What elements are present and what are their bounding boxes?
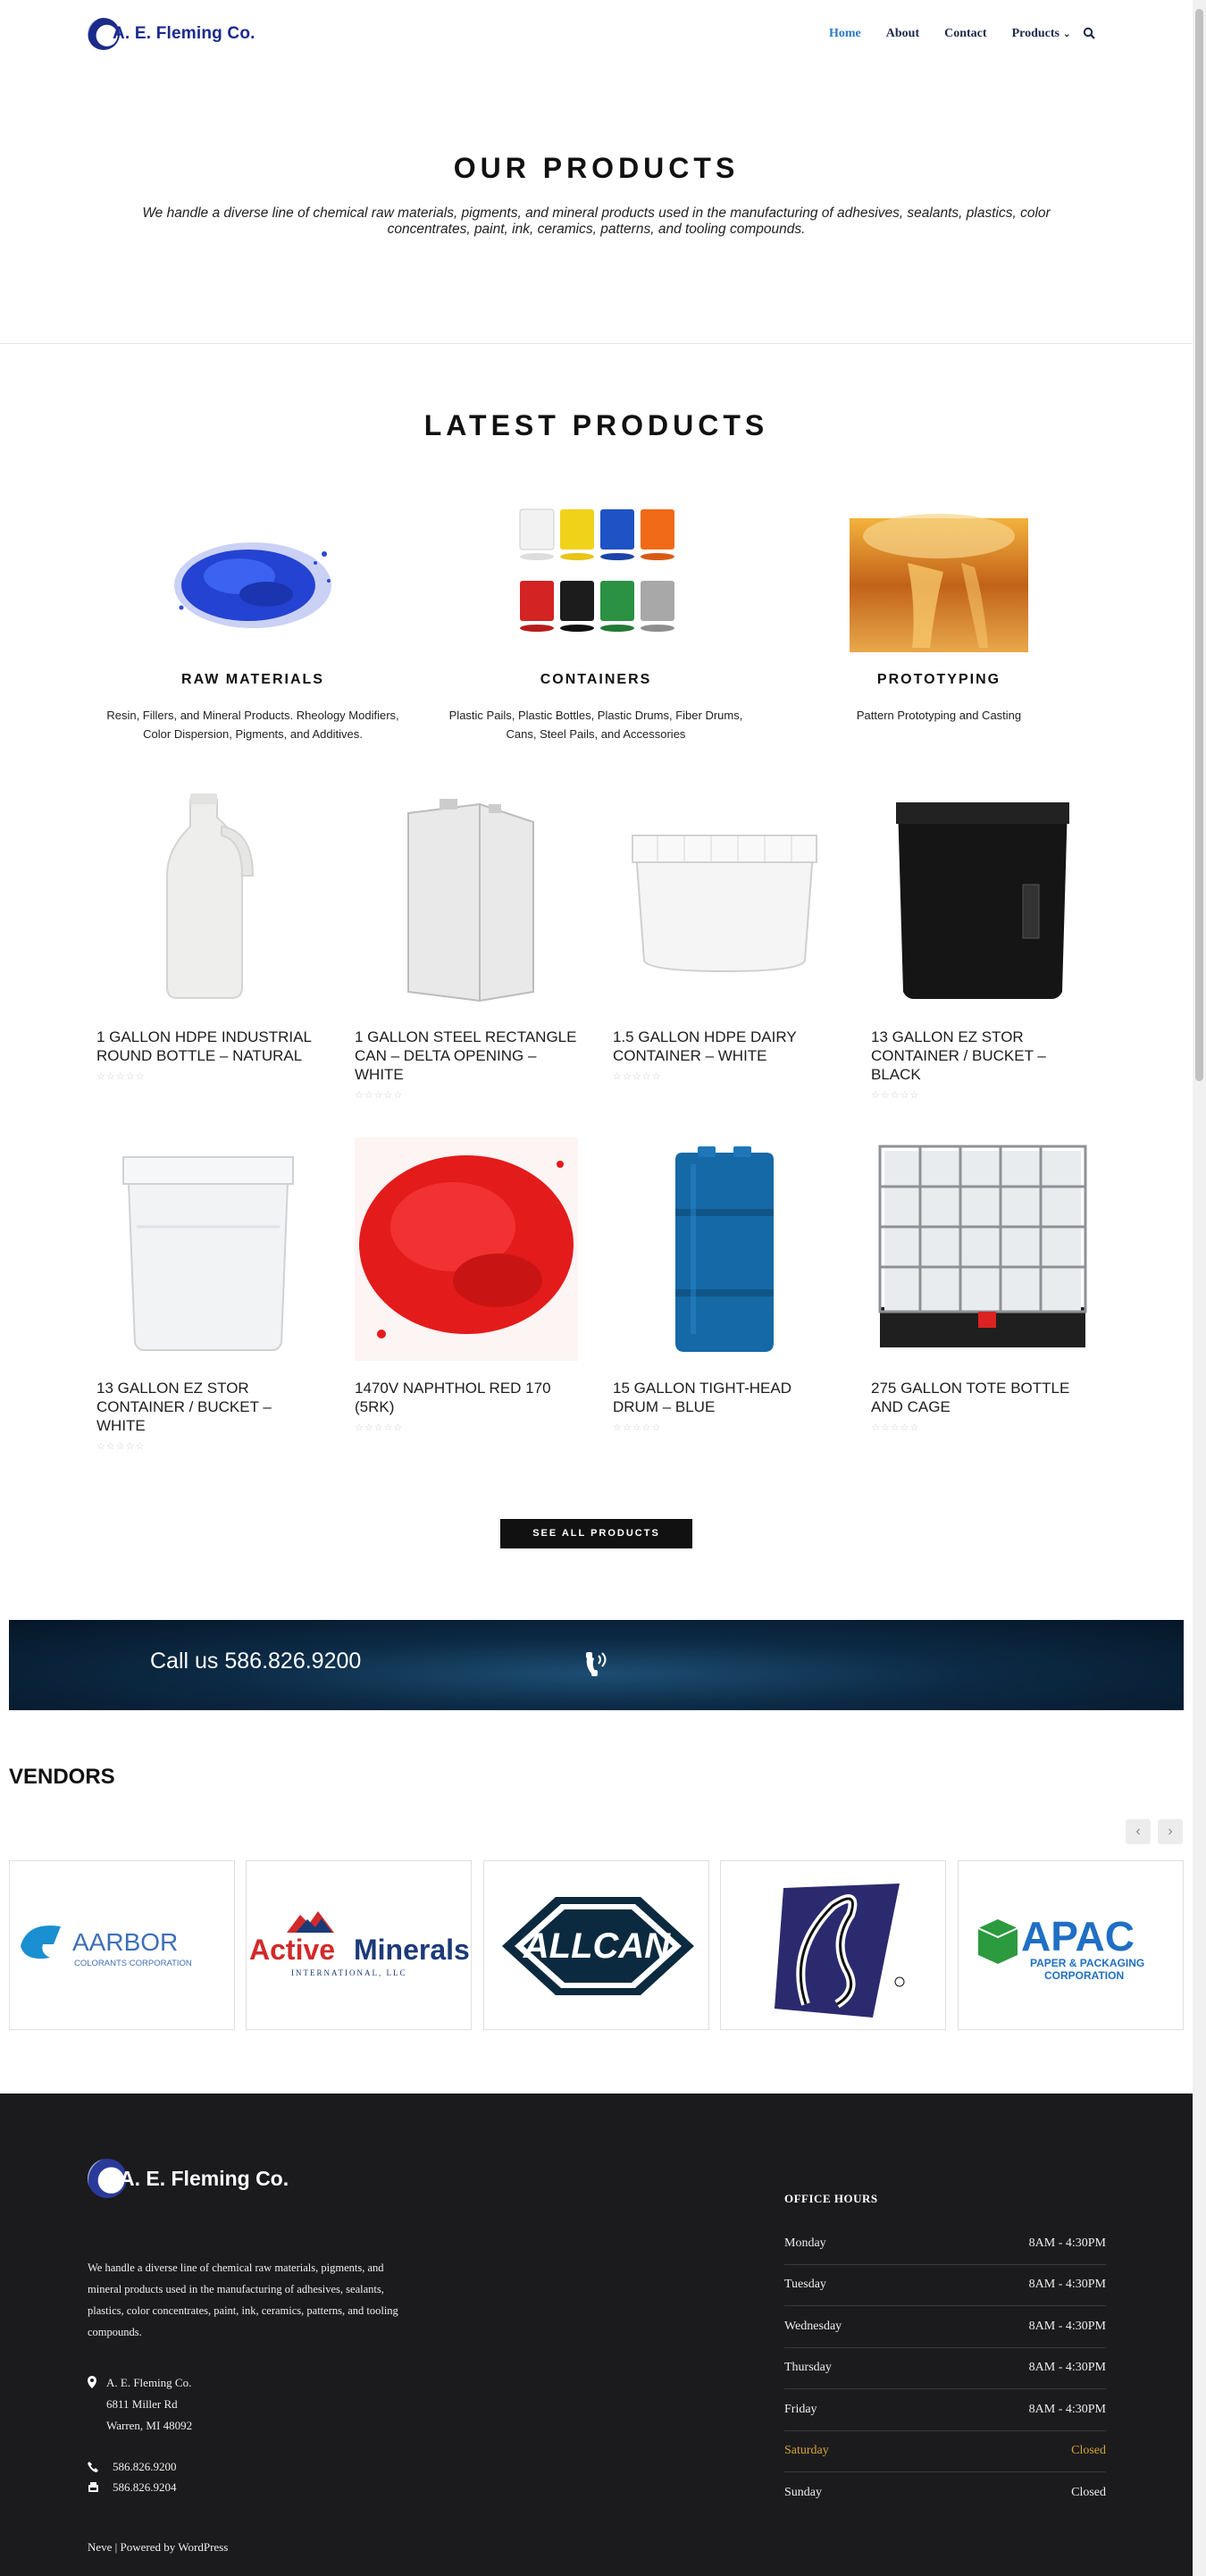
hours-row <box>784 2389 1106 2431</box>
product-image[interactable] <box>871 1137 1094 1361</box>
hours-day: Friday <box>784 2402 817 2416</box>
category-prototyping[interactable] <box>778 500 1100 725</box>
containers-image[interactable] <box>502 500 690 652</box>
footer-credit[interactable]: Neve | Powered by WordPress <box>88 2540 229 2554</box>
product-card[interactable] <box>613 1137 836 1433</box>
section-divider <box>0 343 1193 344</box>
nav-about[interactable]: About <box>885 27 920 40</box>
vendor-name: AARBOR <box>72 1928 179 1956</box>
hours-time: 8AM - 4:30PM <box>1028 2278 1106 2292</box>
hours-time: Closed <box>1071 2486 1106 2500</box>
rating-stars: ☆☆☆☆☆ <box>355 1422 404 1433</box>
vendor-logo-aarbor[interactable] <box>9 1860 235 2030</box>
product-image[interactable] <box>355 786 578 1010</box>
hours-time: 8AM - 4:30PM <box>1028 2236 1106 2250</box>
nav-home[interactable]: Home <box>829 27 861 40</box>
vendor-logo-apac[interactable] <box>958 1860 1184 2030</box>
fax-number: 586.826.9204 <box>113 2480 177 2494</box>
carousel-next-button[interactable]: › <box>1158 1819 1183 1844</box>
footer-address <box>88 2372 192 2437</box>
hours-time: 8AM - 4:30PM <box>1028 2361 1106 2375</box>
map-pin-icon <box>88 2376 96 2388</box>
rating-stars: ☆☆☆☆☆ <box>355 1090 404 1101</box>
product-image[interactable] <box>355 1137 578 1361</box>
nav-products[interactable] <box>1012 27 1071 41</box>
footer-logo-text: A. E. Fleming Co. <box>120 2166 289 2190</box>
hours-day: Thursday <box>784 2361 832 2375</box>
svg-text:PAPER & PACKAGING: PAPER & PACKAGING <box>1030 1957 1145 1969</box>
vendor-name: APAC <box>1021 1913 1135 1959</box>
rating-stars: ☆☆☆☆☆ <box>613 1422 662 1433</box>
hours-time: 8AM - 4:30PM <box>1028 2402 1106 2416</box>
vendor-name: ALLCAN <box>523 1926 671 1966</box>
page-description: We handle a diverse line of chemical raw materials, pigments, and mineral products used in the manufacturing of adhesives, sealants, plastics, color concentrates, paint, ink, ceramics, patterns, and tooling compounds. <box>142 206 1051 237</box>
rating-stars: ☆☆☆☆☆ <box>871 1422 920 1433</box>
footer-logo[interactable] <box>88 2159 289 2198</box>
hours-row <box>784 2472 1106 2514</box>
product-title[interactable]: 1 GALLON HDPE INDUSTRIAL ROUND BOTTLE – NATURAL <box>96 1028 312 1064</box>
hours-day: Sunday <box>784 2486 822 2500</box>
category-title[interactable]: CONTAINERS <box>540 672 652 687</box>
rating-stars: ☆☆☆☆☆ <box>871 1090 920 1101</box>
vendor-logo-allcan[interactable] <box>483 1860 709 2030</box>
site-footer <box>0 2094 1193 2576</box>
footer-contact <box>88 2456 177 2497</box>
address-line: A. E. Fleming Co. <box>106 2376 192 2389</box>
footer-description: We handle a diverse line of chemical raw materials, pigments, and mineral products used in the manufacturing of adhesives, sealants, plastics, color concentrates, paint, ink, ceramics, patterns, and tooling compounds. <box>88 2261 398 2338</box>
nav-products-label: Products <box>1011 27 1059 40</box>
page-title: OUR PRODUCTS <box>453 152 740 184</box>
category-description: Pattern Prototyping and Casting <box>856 709 1022 722</box>
product-title[interactable]: 1 GALLON STEEL RECTANGLE CAN – DELTA OPENING – WHITE <box>355 1028 577 1083</box>
hours-time: 8AM - 4:30PM <box>1028 2319 1106 2333</box>
product-image[interactable] <box>96 1137 320 1361</box>
category-raw-materials[interactable] <box>92 500 414 743</box>
product-title[interactable]: 275 GALLON TOTE BOTTLE AND CAGE <box>871 1380 1070 1415</box>
product-image[interactable] <box>96 786 320 1010</box>
site-logo[interactable] <box>88 18 255 50</box>
chevron-down-icon: ⌄ <box>1062 29 1071 39</box>
product-title[interactable]: 1.5 GALLON HDPE DAIRY CONTAINER – WHITE <box>613 1028 797 1064</box>
hours-row <box>784 2306 1106 2348</box>
rating-stars: ☆☆☆☆☆ <box>613 1071 662 1082</box>
office-hours-table <box>784 2223 1106 2514</box>
hours-day: Monday <box>784 2236 826 2250</box>
category-description: Plastic Pails, Plastic Bottles, Plastic Drums, Fiber Drums, Cans, Steel Pails, and Accessories <box>448 709 743 741</box>
svg-text:Minerals: Minerals <box>354 1934 470 1966</box>
page-scrollbar[interactable] <box>1193 0 1206 2576</box>
product-image[interactable] <box>613 786 836 1010</box>
office-hours-title: OFFICE HOURS <box>784 2192 878 2205</box>
address-line: Warren, MI 48092 <box>106 2419 193 2432</box>
product-card[interactable] <box>871 1137 1094 1433</box>
rating-stars: ☆☆☆☆☆ <box>96 1441 146 1452</box>
carousel-prev-button[interactable]: ‹ <box>1126 1819 1151 1844</box>
hours-day: Saturday <box>784 2444 829 2458</box>
product-card[interactable] <box>96 786 320 1082</box>
call-banner <box>9 1620 1184 1710</box>
product-image[interactable] <box>613 1137 836 1361</box>
vendor-logo-activeminerals[interactable] <box>246 1860 472 2030</box>
vendor-sub: COLORANTS CORPORATION <box>74 1959 192 1968</box>
product-title[interactable]: 1470V NAPHTHOL RED 170 (5RK) <box>355 1380 551 1415</box>
category-description: Resin, Fillers, and Mineral Products. Rheology Modifiers, Color Dispersion, Pigments, and Additives. <box>106 709 399 741</box>
call-text[interactable]: Call us 586.826.9200 <box>150 1649 362 1674</box>
vendor-sub: INTERNATIONAL, LLC <box>291 1968 407 1977</box>
vendor-logo-alvar[interactable] <box>720 1860 946 2030</box>
hours-day: Tuesday <box>784 2278 826 2292</box>
phone-number[interactable]: 586.826.9200 <box>113 2460 177 2473</box>
category-title[interactable]: RAW MATERIALS <box>181 672 324 687</box>
product-title[interactable]: 15 GALLON TIGHT-HEAD DRUM – BLUE <box>613 1380 791 1415</box>
rating-stars: ☆☆☆☆☆ <box>96 1071 146 1082</box>
phone-icon <box>581 1647 609 1679</box>
hours-row <box>784 2223 1106 2265</box>
nav-contact[interactable]: Contact <box>944 27 987 40</box>
product-image[interactable] <box>871 786 1094 1010</box>
address-line: 6811 Miller Rd <box>106 2397 178 2411</box>
hours-row <box>784 2348 1106 2390</box>
category-title[interactable]: PROTOTYPING <box>876 672 1001 687</box>
svg-text:CORPORATION: CORPORATION <box>1044 1969 1125 1982</box>
main-nav <box>829 27 1070 41</box>
site-header <box>0 0 1193 71</box>
product-card[interactable] <box>613 786 836 1082</box>
search-icon[interactable] <box>1083 27 1095 39</box>
see-all-products-button[interactable]: SEE ALL PRODUCTS <box>500 1519 692 1548</box>
latest-products-title: LATEST PRODUCTS <box>423 409 769 441</box>
logo-text: A. E. Fleming Co. <box>113 24 255 43</box>
category-containers[interactable] <box>435 500 757 743</box>
product-title[interactable]: 13 GALLON EZ STOR CONTAINER / BUCKET – BLACK <box>871 1028 1046 1083</box>
product-card[interactable] <box>96 1137 320 1452</box>
product-card[interactable] <box>355 1137 578 1433</box>
raw-materials-image[interactable] <box>159 500 347 652</box>
hours-time: Closed <box>1071 2444 1106 2458</box>
hours-row <box>784 2265 1106 2307</box>
fax-icon <box>88 2481 99 2493</box>
phone-icon <box>88 2461 99 2472</box>
scrollbar-thumb[interactable] <box>1195 9 1203 1081</box>
hours-day: Wednesday <box>784 2319 842 2333</box>
product-title[interactable]: 13 GALLON EZ STOR CONTAINER / BUCKET – WHITE <box>96 1380 272 1434</box>
svg-text:Active: Active <box>249 1934 336 1966</box>
prototyping-image[interactable] <box>845 500 1033 652</box>
vendors-title: VENDORS <box>9 1765 115 1789</box>
hours-row-today <box>784 2431 1106 2473</box>
product-card[interactable] <box>871 786 1094 1101</box>
product-card[interactable] <box>355 786 578 1101</box>
